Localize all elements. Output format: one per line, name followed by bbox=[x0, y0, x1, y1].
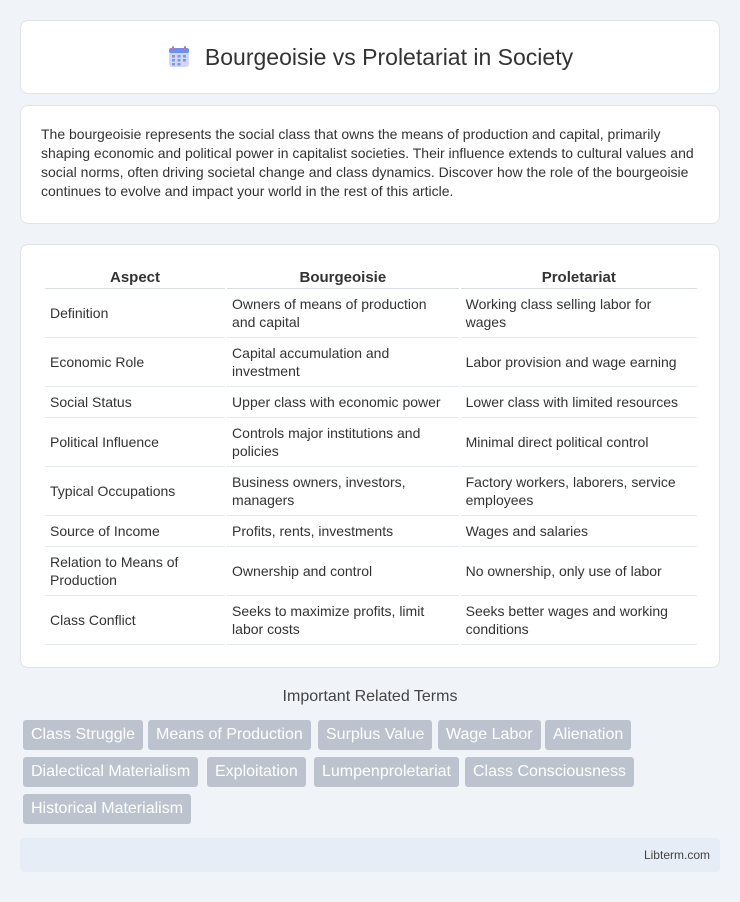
intro-paragraph: The bourgeoisie represents the social class that owns the means of production and capital, primarily shaping economic and political power in capitalist societies. Their influence extends to cultural values and social norms, often driving societal change and class dynamics. Discover how the role of the bourgeoisie continues to evolve and impact your world in the rest of this article. bbox=[41, 126, 694, 199]
table-row bbox=[45, 289, 697, 338]
cell-aspect: Political Influence bbox=[45, 418, 225, 467]
table-row bbox=[45, 467, 697, 516]
cell-bourgeoisie: Ownership and control bbox=[227, 547, 459, 596]
cell-proletariat: Lower class with limited resources bbox=[461, 387, 697, 418]
table-row bbox=[45, 338, 697, 387]
comparison-table-card bbox=[20, 244, 720, 668]
tag-dialectical-materialism[interactable]: Dialectical Materialism bbox=[23, 757, 198, 787]
table-row bbox=[45, 516, 697, 547]
cell-proletariat: Working class selling labor for wages bbox=[461, 289, 697, 338]
tag-means-of-production[interactable]: Means of Production bbox=[148, 720, 311, 750]
cell-bourgeoisie: Profits, rents, investments bbox=[227, 516, 459, 547]
cell-proletariat: Factory workers, laborers, service employees bbox=[461, 467, 697, 516]
title-card bbox=[20, 20, 720, 94]
tag-class-consciousness[interactable]: Class Consciousness bbox=[465, 757, 634, 787]
cell-aspect: Definition bbox=[45, 289, 225, 338]
cell-aspect: Economic Role bbox=[45, 338, 225, 387]
calendar-grid-icon bbox=[167, 45, 191, 69]
footer bbox=[20, 838, 720, 872]
cell-aspect: Source of Income bbox=[45, 516, 225, 547]
cell-aspect: Typical Occupations bbox=[45, 467, 225, 516]
comparison-table bbox=[43, 267, 699, 645]
footer-brand-link[interactable]: Libterm.com bbox=[643, 848, 710, 862]
cell-bourgeoisie: Seeks to maximize profits, limit labor costs bbox=[227, 596, 459, 645]
cell-aspect: Social Status bbox=[45, 387, 225, 418]
tag-exploitation[interactable]: Exploitation bbox=[207, 757, 306, 787]
cell-proletariat: Wages and salaries bbox=[461, 516, 697, 547]
page-title: Bourgeoisie vs Proletariat in Society bbox=[204, 43, 574, 70]
header-proletariat: Proletariat bbox=[461, 267, 697, 289]
cell-aspect: Class Conflict bbox=[45, 596, 225, 645]
header-aspect: Aspect bbox=[45, 267, 225, 289]
tag-lumpenproletariat[interactable]: Lumpenproletariat bbox=[314, 757, 459, 787]
cell-proletariat: Seeks better wages and working conditions bbox=[461, 596, 697, 645]
table-row bbox=[45, 418, 697, 467]
tag-class-struggle[interactable]: Class Struggle bbox=[23, 720, 143, 750]
tag-alienation[interactable]: Alienation bbox=[545, 720, 631, 750]
table-header-row bbox=[45, 267, 697, 289]
intro-card bbox=[20, 105, 720, 224]
cell-aspect: Relation to Means of Production bbox=[45, 547, 225, 596]
table-row bbox=[45, 596, 697, 645]
tag-surplus-value[interactable]: Surplus Value bbox=[318, 720, 432, 750]
cell-bourgeoisie: Controls major institutions and policies bbox=[227, 418, 459, 467]
header-bourgeoisie: Bourgeoisie bbox=[227, 267, 459, 289]
cell-proletariat: Minimal direct political control bbox=[461, 418, 697, 467]
cell-proletariat: Labor provision and wage earning bbox=[461, 338, 697, 387]
related-terms-title: Important Related Terms bbox=[282, 688, 458, 705]
cell-bourgeoisie: Upper class with economic power bbox=[227, 387, 459, 418]
tag-wage-labor[interactable]: Wage Labor bbox=[438, 720, 541, 750]
table-row bbox=[45, 387, 697, 418]
cell-bourgeoisie: Owners of means of production and capital bbox=[227, 289, 459, 338]
table-row bbox=[45, 547, 697, 596]
cell-proletariat: No ownership, only use of labor bbox=[461, 547, 697, 596]
cell-bourgeoisie: Capital accumulation and investment bbox=[227, 338, 459, 387]
cell-bourgeoisie: Business owners, investors, managers bbox=[227, 467, 459, 516]
tag-historical-materialism[interactable]: Historical Materialism bbox=[23, 794, 191, 824]
